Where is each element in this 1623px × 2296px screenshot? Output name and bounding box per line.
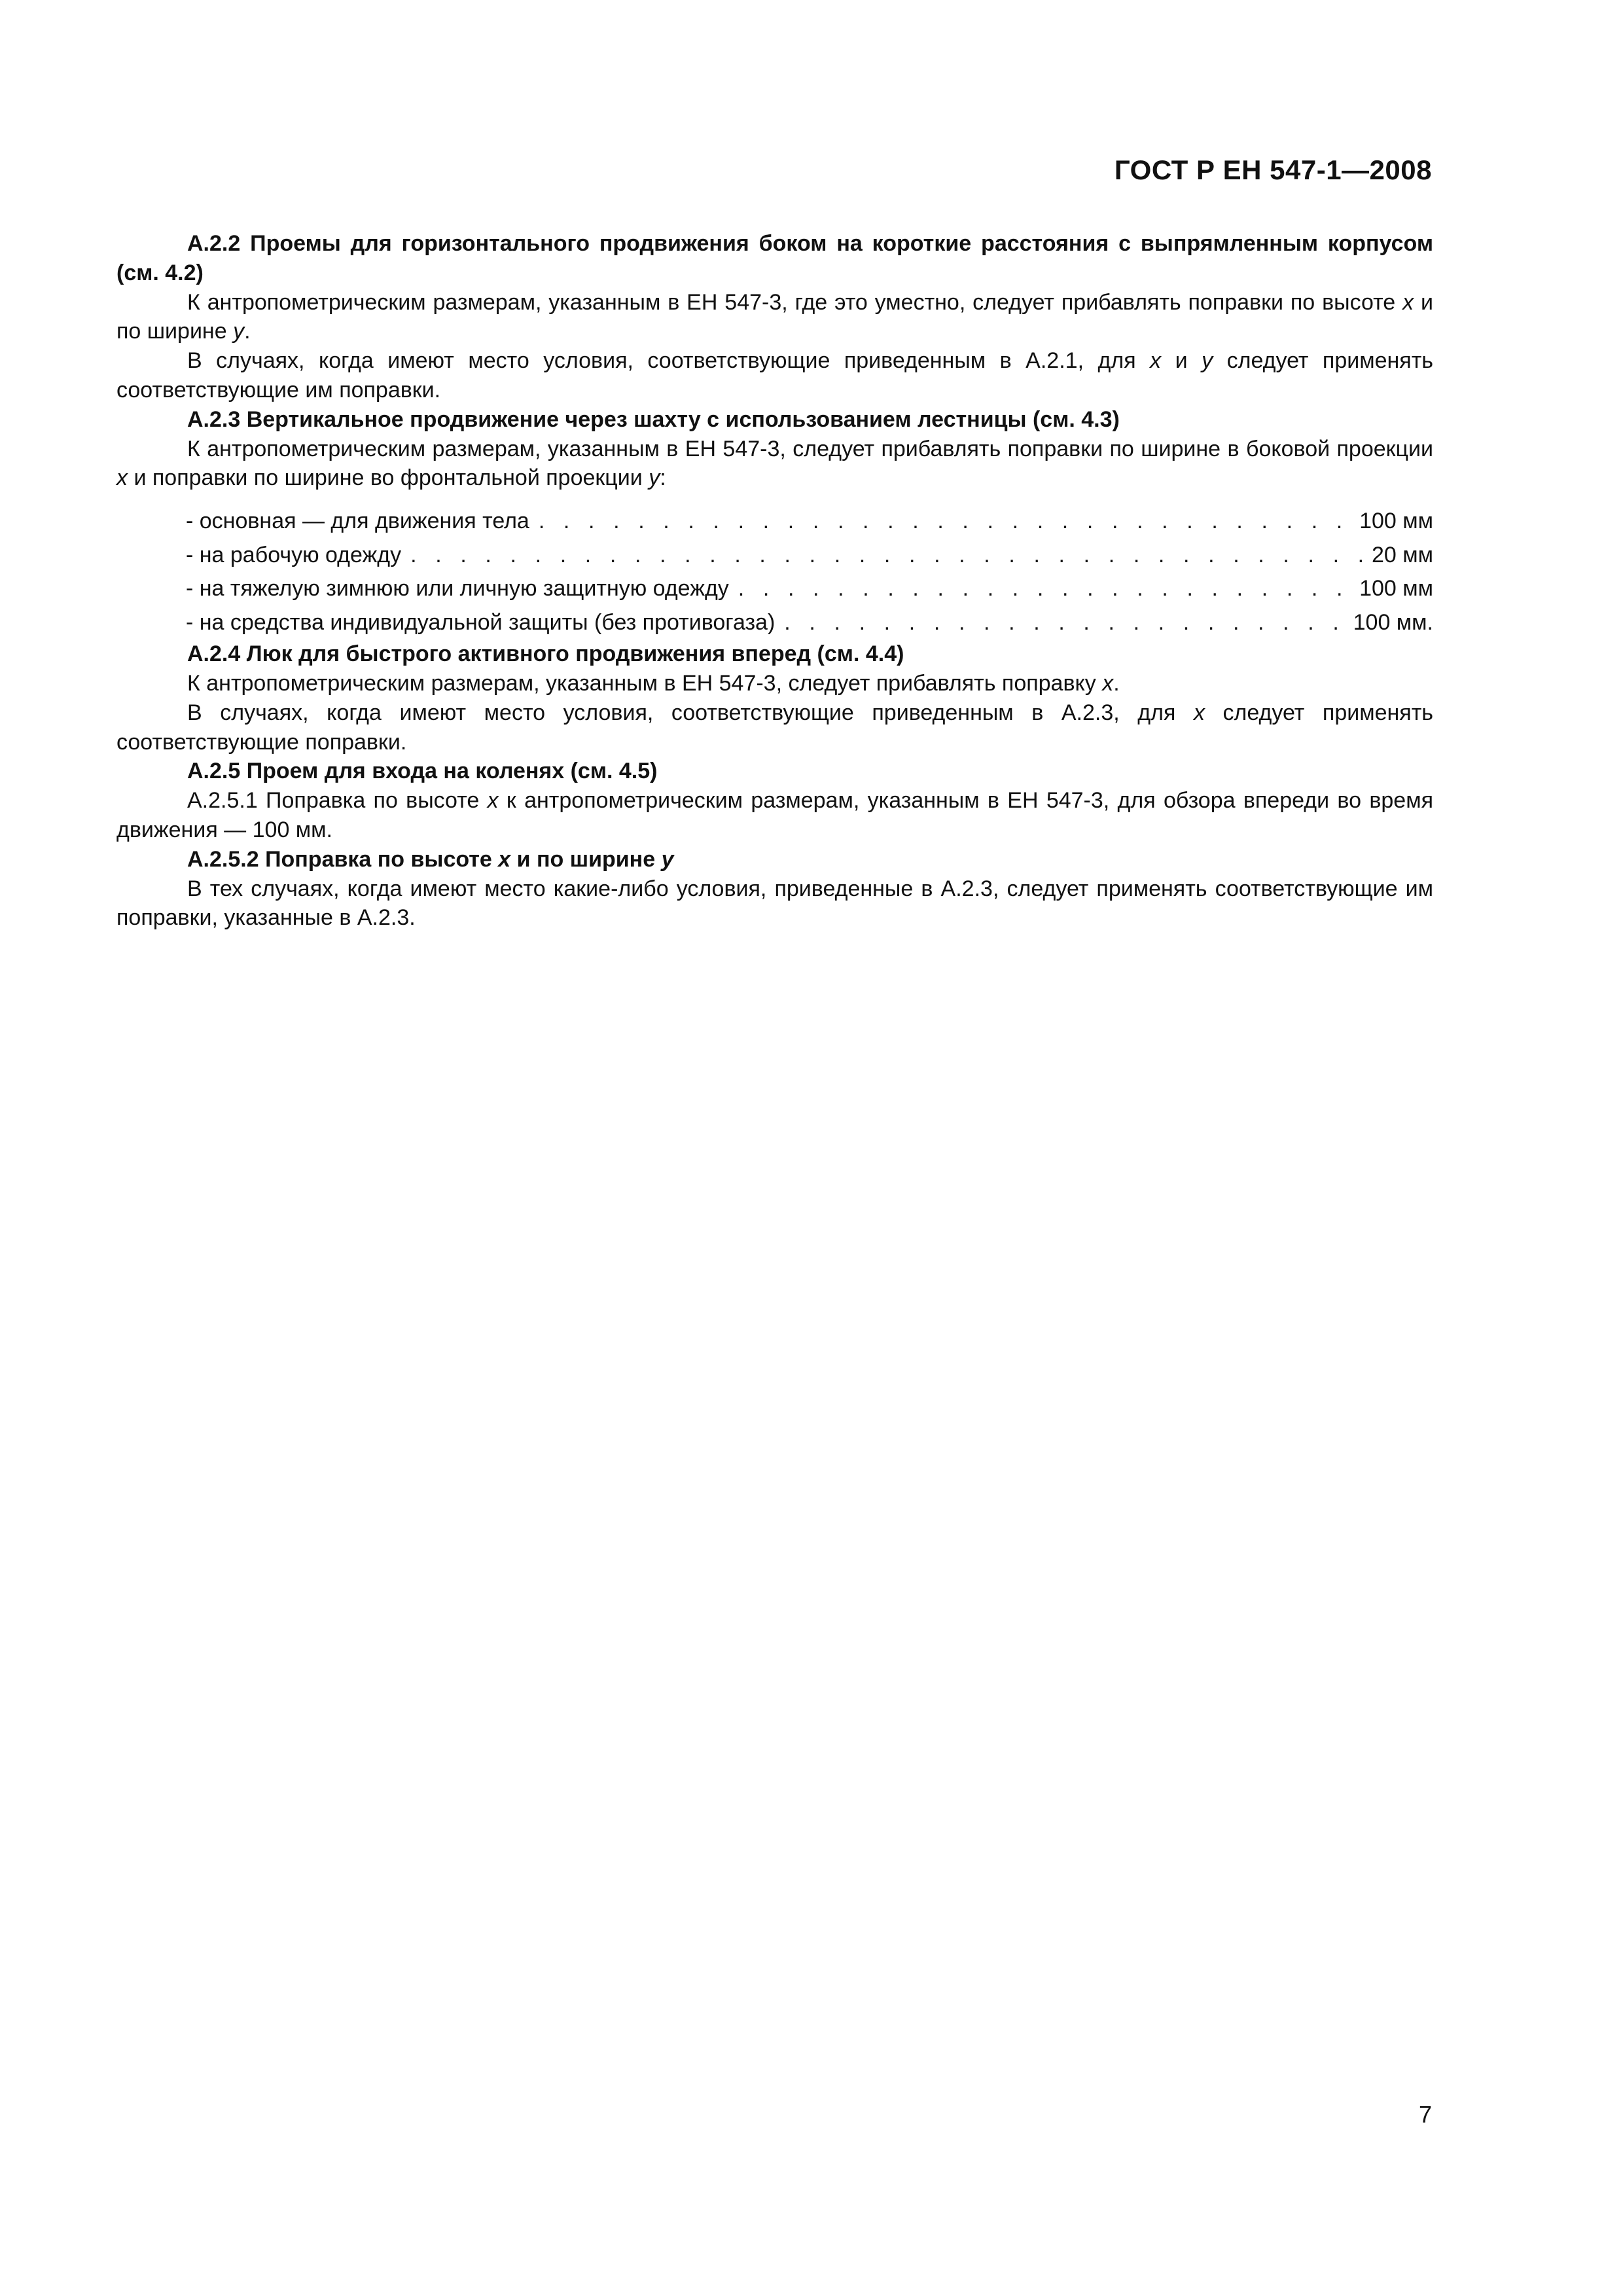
section-a22-heading: А.2.2 Проемы для горизонтального продвижения боком на короткие расстояния с выпрямленным корпусом (см. 4.2)	[116, 231, 1433, 285]
section-a22-paragraph-2: В случаях, когда имеют место условия, соответствующие приведенным в А.2.1, для x и y следует применять соответствующие им поправки.	[116, 348, 1433, 403]
dot-leader	[539, 505, 1355, 539]
list-item: - на рабочую одежду . . . 20 мм	[116, 539, 1433, 573]
list-item: - на тяжелую зимнюю или личную защитную одежду . . . 100 мм	[116, 572, 1433, 606]
section-a24-paragraph-2: В случаях, когда имеют место условия, соответствующие приведенным в А.2.3, для x следует применять соответствующие поправки.	[116, 700, 1433, 755]
list-item: - основная — для движения тела . . . 100 мм	[116, 505, 1433, 539]
section-a23-paragraph-1: К антропометрическим размерам, указанным в ЕН 547-3, следует прибавлять поправки по ширине в боковой проекции x и поправки по ширине во фронтальной проекции y:	[116, 436, 1433, 491]
section-a252-paragraph: В тех случаях, когда имеют место какие-либо условия, приведенные в А.2.3, следует применять соответствующие им поправки, указанные в А.2.3.	[116, 876, 1433, 931]
section-a251-paragraph: А.2.5.1 Поправка по высоте x к антропометрическим размерам, указанным в ЕН 547-3, для обзора впереди во время движения — 100 мм.	[116, 788, 1433, 842]
section-a24-paragraph-1: К антропометрическим размерам, указанным в ЕН 547-3, следует прибавлять поправку x.	[187, 670, 1120, 696]
document-body	[116, 229, 1433, 933]
list-item: - на средства индивидуальной защиты (без противогаза) . . . 100 мм.	[116, 606, 1433, 640]
section-a25-heading: А.2.5 Проем для входа на коленях (см. 4.5)	[187, 759, 658, 784]
section-a22-paragraph-1: К антропометрическим размерам, указанным в ЕН 547-3, где это уместно, следует прибавлять поправки по высоте x и по ширине y.	[116, 289, 1433, 344]
dot-leader	[738, 572, 1355, 606]
dot-leader	[410, 539, 1368, 573]
section-a252-heading: А.2.5.2 Поправка по высоте x и по ширине y	[187, 846, 674, 872]
page-number: 7	[1418, 2101, 1432, 2128]
section-a23-heading: А.2.3 Вертикальное продвижение через шахту с использованием лестницы (см. 4.3)	[187, 406, 1120, 432]
dot-leader	[784, 606, 1349, 640]
section-a24-heading: А.2.4 Люк для быстрого активного продвижения вперед (см. 4.4)	[187, 641, 904, 667]
document-code: ГОСТ Р ЕН 547-1—2008	[1114, 154, 1432, 185]
allowances-list	[116, 505, 1433, 639]
